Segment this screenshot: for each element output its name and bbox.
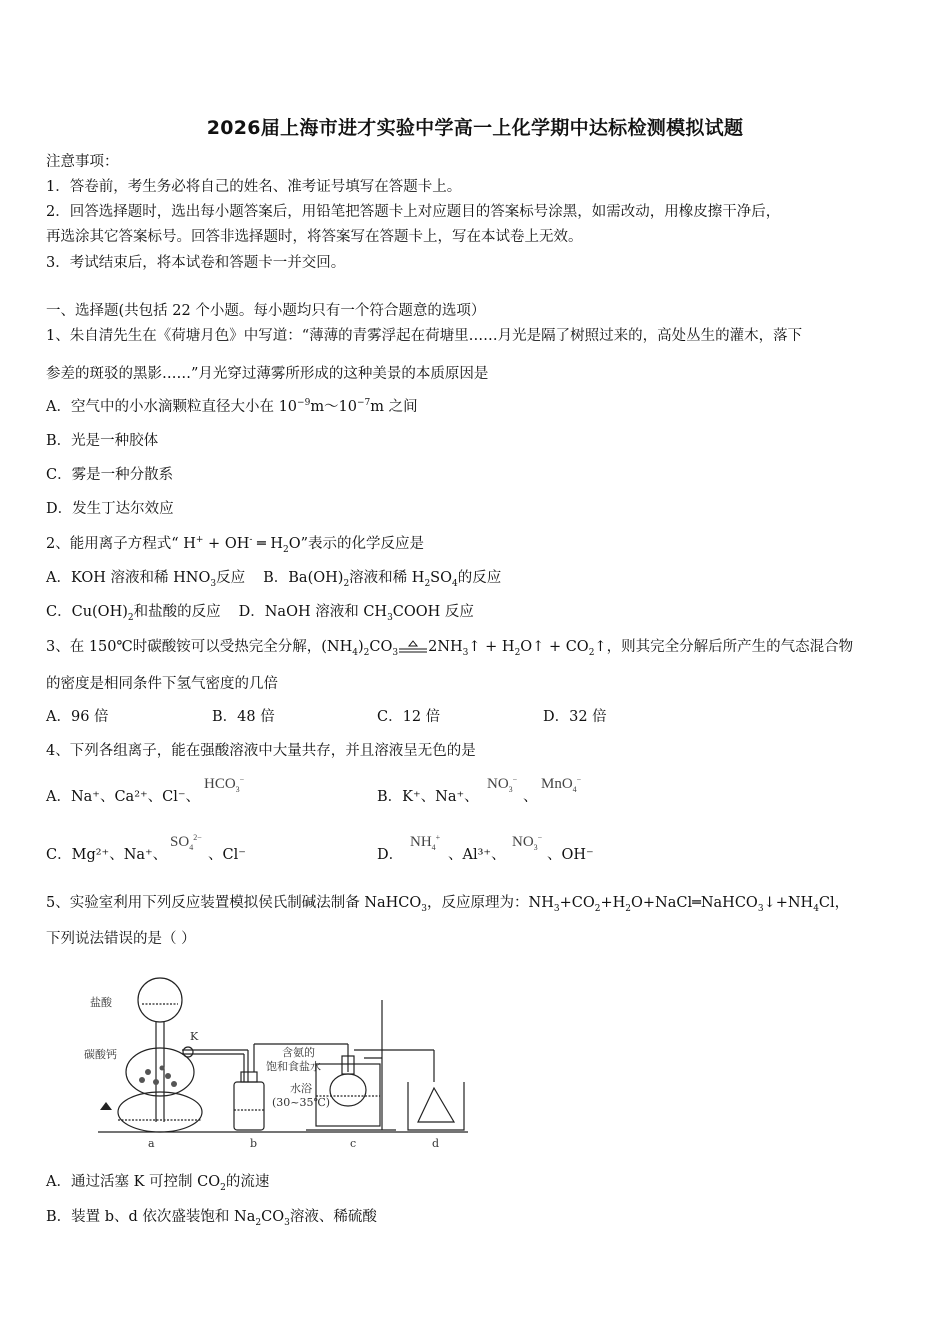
label-apparatus-d: d (432, 1137, 440, 1150)
q1-option-d: D．发生丁达尔效应 (46, 501, 174, 517)
q4-option-b-ion2: MnO$_4$− (541, 775, 582, 794)
q1-option-c: C．雾是一种分散系 (46, 467, 174, 483)
q1-option-b: B．光是一种胶体 (46, 433, 159, 449)
q5-stem-line2: 下列说法错误的是（ ） (46, 931, 196, 947)
notice-item-2-cont: 再选涂其它答案标号。回答非选择题时，将答案写在答题卡上，写在本试卷上无效。 (46, 229, 583, 245)
label-brine-line1: 含氨的 (282, 1046, 315, 1059)
q1-stem-line1: 1、朱自清先生在《荷塘月色》中写道：“薄薄的青雾浮起在荷塘里……月光是隔了树照过来的，高处丛生的灌木，落下 (46, 328, 803, 344)
q3-option-a: A．96 倍 (46, 709, 109, 725)
q1-option-a: A．空气中的小水滴颗粒直径大小在 $10^{-9}m\sim 10^{-7}m$ 之间 (46, 398, 418, 415)
heat-arrow-icon (398, 640, 428, 654)
q3-option-c: C．12 倍 (377, 709, 441, 725)
q4-option-c-ion: $SO_4^{2-}$ (170, 833, 202, 852)
q2-stem: 2、能用离子方程式“ H+ + OH- ═ $H_2O$”表示的化学反应是 (46, 535, 425, 555)
notice-item-1: 1．答卷前，考生务必将自己的姓名、准考证号填写在答题卡上。 (46, 179, 462, 195)
q4-option-b-ion1: $NO_3^-$ (487, 775, 518, 794)
q4-option-d-ion1: $NH_4^+$ (410, 833, 441, 852)
label-calcium-carbonate: 碳酸钙 (84, 1048, 117, 1061)
q4-option-c-post: 、Cl⁻ (208, 847, 246, 863)
q5-option-b: B．装置 b、d 依次盛装饱和 $Na_2CO_3$溶液、稀硫酸 (46, 1209, 377, 1228)
section-heading: 一、选择题(共包括 22 个小题。每小题均只有一个符合题意的选项） (46, 303, 486, 319)
q4-option-d-post: 、OH⁻ (547, 847, 594, 863)
notice-header: 注意事项： (46, 154, 119, 170)
q4-option-d-mid: 、Al³⁺、 (448, 847, 506, 863)
page-title: 2026届上海市进才实验中学高一上化学期中达标检测模拟试题 (206, 117, 744, 139)
notice-item-2: 2．回答选择题时，选出每小题答案后，用铅笔把答题卡上对应题目的答案标号涂黑，如需改动，用橡皮擦干净后， (46, 204, 781, 220)
label-bath-temp: (30~35℃) (272, 1096, 331, 1109)
q4-option-a: A．Na⁺、Ca²⁺、Cl⁻、 (46, 789, 201, 805)
q4-option-a-ion: $HCO_3^-$ (204, 775, 245, 794)
q3-stem-line2: 的密度是相同条件下氢气密度的几倍 (46, 676, 278, 692)
q2-options-ab (46, 568, 501, 588)
q2-option-d: D．NaOH 溶液和 $CH_3COOH$ 反应 (238, 604, 474, 623)
label-hydrochloric-acid: 盐酸 (90, 996, 112, 1009)
label-brine-line2: 饱和食盐水 (266, 1060, 321, 1073)
label-apparatus-a: a (148, 1137, 155, 1150)
q4-option-d: D． (377, 847, 404, 863)
q2-option-b: B．$Ba(OH)_2$溶液和稀 $H_2SO_4$的反应 (263, 570, 502, 589)
label-apparatus-c: c (350, 1137, 357, 1150)
q4-option-b-sep: 、 (523, 789, 538, 805)
q4-option-d-ion2: $NO_3^-$ (512, 833, 543, 852)
q4-stem: 4、下列各组离子，能在强酸溶液中大量共存，并且溶液呈无色的是 (46, 743, 476, 759)
apparatus-diagram (78, 972, 473, 1152)
q3-option-b: B．48 倍 (212, 709, 275, 725)
q2-option-a: A．KOH 溶液和稀 $HNO_3$反应 (46, 570, 246, 589)
label-valve-k: K (190, 1030, 199, 1043)
q3-stem-line1: 3、在 150℃时碳酸铵可以受热完全分解，$(NH_4)_2CO_3$ $2NH_3↑$ + $H_2O↑$ + $CO_2↑$，则其完全分解后所产生的气态混合物 (46, 639, 854, 658)
q5-option-a: A．通过活塞 K 可控制 $CO_2$的流速 (46, 1174, 270, 1193)
label-water-bath: 水浴 (290, 1082, 312, 1095)
q3-option-d: D．32 倍 (543, 709, 607, 725)
q2-option-c: C．$Cu(OH)_2$和盐酸的反应 (46, 604, 221, 623)
q4-option-b: B．K⁺、Na⁺、 (377, 789, 479, 805)
q4-option-c: C．Mg²⁺、Na⁺、 (46, 847, 168, 863)
q5-stem-line1: 5、实验室利用下列反应装置模拟侯氏制碱法制备 NaHCO$_3$，反应原理为：$NH_3+CO_2+H_2O+NaCl═NaHCO_3↓+NH_4Cl$， (46, 895, 850, 914)
q1-stem-line2: 参差的斑驳的黑影……”月光穿过薄雾所形成的这种美景的本质原因是 (46, 366, 489, 382)
q2-options-cd (46, 602, 474, 622)
label-apparatus-b: b (250, 1137, 258, 1150)
notice-item-3: 3．考试结束后，将本试卷和答题卡一并交回。 (46, 255, 346, 271)
